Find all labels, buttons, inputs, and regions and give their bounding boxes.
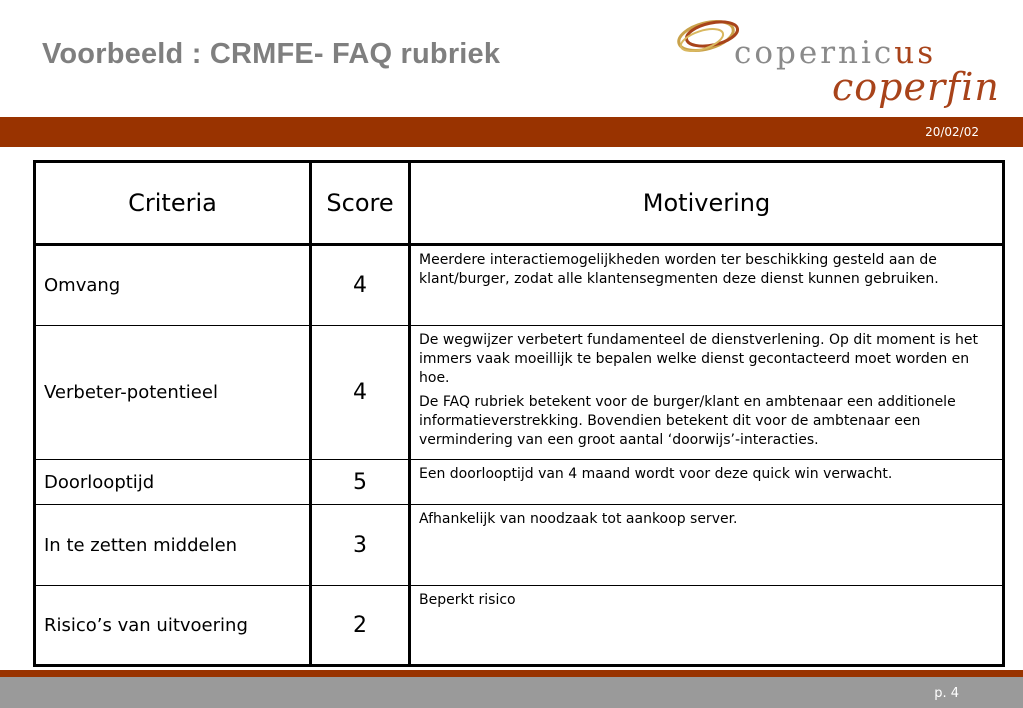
criteria-cell: In te zetten middelen bbox=[35, 505, 311, 586]
motivering-cell bbox=[410, 326, 1004, 460]
column-header-score: Score bbox=[311, 162, 410, 245]
table-row bbox=[35, 505, 1004, 586]
motivering-cell bbox=[410, 460, 1004, 505]
criteria-cell: Risico’s van uitvoering bbox=[35, 586, 311, 666]
footer-accent-bar bbox=[0, 670, 1023, 677]
motivering-text: De FAQ rubriek betekent voor de burger/klant en ambtenaar een additionele informatieverstrekking. Bovendien betekent dit voor de ambtenaar een vermindering van een groot aantal ‘doorwijs’-interacties. bbox=[419, 394, 956, 448]
table-row bbox=[35, 586, 1004, 666]
footer-bar bbox=[0, 677, 1023, 708]
motivering-text: De wegwijzer verbetert fundamenteel de dienstverlening. Op dit moment is het immers vaak moeillijk te bepalen welke dienst gecontacteerd moet worden en hoe. bbox=[419, 332, 978, 386]
motivering-text: Een doorlooptijd van 4 maand wordt voor deze quick win verwacht. bbox=[419, 466, 893, 482]
score-cell: 4 bbox=[311, 326, 410, 460]
table-row bbox=[35, 460, 1004, 505]
criteria-table bbox=[33, 160, 1005, 667]
motivering-cell bbox=[410, 245, 1004, 326]
page-number: p. 4 bbox=[934, 686, 959, 701]
criteria-cell: Verbeter-potentieel bbox=[35, 326, 311, 460]
criteria-cell: Omvang bbox=[35, 245, 311, 326]
logo-copernicus-text: copernicus bbox=[734, 35, 937, 71]
motivering-cell bbox=[410, 586, 1004, 666]
score-cell: 5 bbox=[311, 460, 410, 505]
motivering-text: Afhankelijk van noodzaak tot aankoop server. bbox=[419, 511, 738, 527]
logo-coperfin-text: coperfin bbox=[832, 65, 1000, 109]
copernicus-coperfin-logo bbox=[672, 10, 1012, 114]
column-header-motivering: Motivering bbox=[410, 162, 1004, 245]
criteria-cell: Doorlooptijd bbox=[35, 460, 311, 505]
table-row bbox=[35, 326, 1004, 460]
header-bar bbox=[0, 117, 1023, 147]
score-cell: 3 bbox=[311, 505, 410, 586]
score-cell: 4 bbox=[311, 245, 410, 326]
score-cell: 2 bbox=[311, 586, 410, 666]
motivering-cell bbox=[410, 505, 1004, 586]
table-row bbox=[35, 245, 1004, 326]
column-header-criteria: Criteria bbox=[35, 162, 311, 245]
date-label: 20/02/02 bbox=[925, 125, 979, 139]
table-header-row bbox=[35, 162, 1004, 245]
motivering-text: Beperkt risico bbox=[419, 592, 516, 608]
motivering-text: Meerdere interactiemogelijkheden worden ter beschikking gesteld aan de klant/burger, zodat alle klantensegmenten deze dienst kunnen gebruiken. bbox=[419, 252, 939, 287]
page-title: Voorbeeld : CRMFE- FAQ rubriek bbox=[42, 38, 501, 70]
